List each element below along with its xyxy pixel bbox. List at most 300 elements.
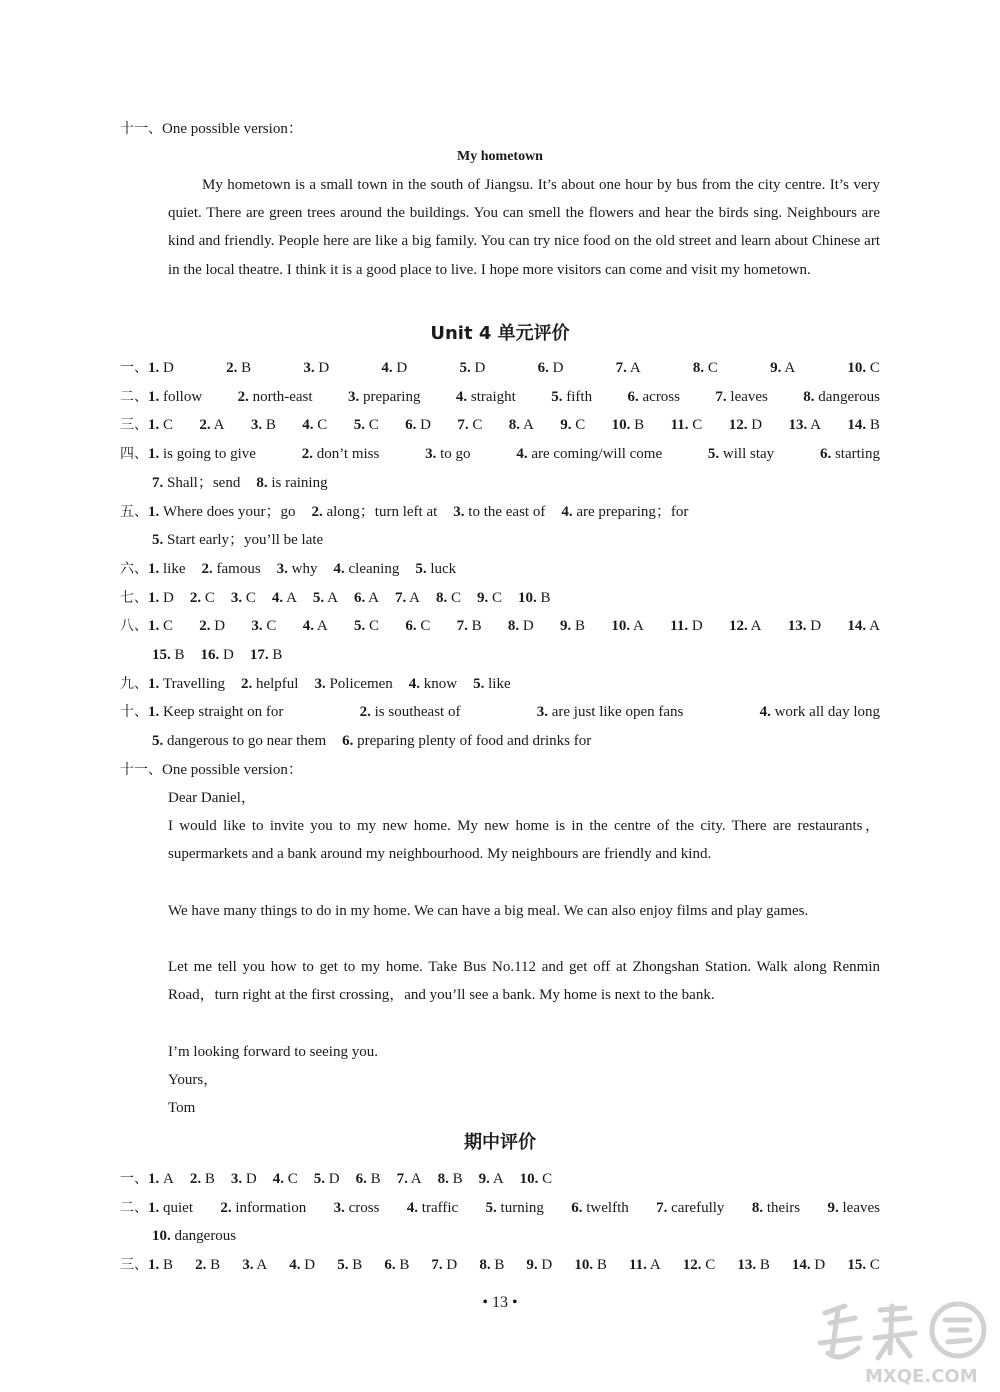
answer-row — [120, 702, 880, 722]
answer-text: D — [810, 618, 822, 635]
answer-item — [313, 588, 338, 608]
question-number: 3. — [536, 704, 548, 721]
question-number: 1. — [148, 1257, 160, 1274]
answer-item — [456, 387, 516, 407]
question-number: 8. — [507, 618, 520, 635]
answer-text: C — [287, 1171, 298, 1187]
question-number: 1. — [148, 1199, 160, 1216]
answer-text: A — [649, 1257, 661, 1274]
question-number: 9. — [478, 1171, 490, 1187]
answer-item — [226, 358, 251, 378]
question-number: 1. — [148, 704, 160, 721]
question-number: 8. — [479, 1257, 491, 1274]
section-label: 五、 — [120, 503, 148, 520]
svg-text:MXQE.COM: MXQE.COM — [865, 1366, 978, 1387]
question-number: 3. — [333, 1199, 345, 1216]
answer-item — [671, 415, 703, 435]
question-number: 3. — [347, 388, 360, 405]
question-number: 7. — [656, 1199, 668, 1216]
answer-item — [120, 588, 174, 608]
question-number: 2. — [195, 1257, 207, 1274]
answer-text: D — [474, 360, 486, 376]
question-number: 7. — [456, 618, 468, 635]
question-number: 15. — [152, 647, 171, 663]
essay1-body: My hometown is a small town in the south of Jiangsu. It’s about one hour by bus from the city centre. It’s very quiet. There are green trees around the buildings. You can smell the flowers and hear the birds sing. Neighbours are kind and friendly. People here are like a big family. You can try nice food on the old street and learn about Chinese art in the local theatre. I think it is a good place to live. I hope more visitors can come and visit my hometown. — [168, 177, 880, 278]
answer-item — [397, 1169, 422, 1189]
answer-item — [405, 616, 430, 636]
answer-text: to go — [440, 446, 471, 463]
answer-item — [120, 559, 186, 579]
answer-text: is going to give — [163, 446, 256, 463]
answer-item — [356, 1169, 381, 1189]
question-number: 14. — [847, 417, 867, 434]
letter-signature: Tom — [168, 1100, 196, 1116]
question-number: 6. — [405, 417, 417, 434]
answer-item — [152, 731, 326, 751]
answer-text: straight — [470, 388, 516, 405]
answer-row — [152, 473, 880, 493]
question-number: 1. — [148, 675, 160, 692]
answer-text: famous — [216, 560, 261, 577]
answer-row — [120, 1198, 880, 1218]
answer-text: twelfth — [586, 1199, 629, 1216]
answer-row — [120, 387, 880, 407]
question-number: 8. — [803, 388, 815, 405]
answer-item — [847, 415, 880, 435]
question-number: 2. — [220, 1199, 232, 1216]
answer-item — [199, 415, 224, 435]
answer-text: know — [423, 675, 458, 692]
section-label: 九、 — [120, 675, 148, 692]
question-number: 1. — [148, 360, 160, 376]
answer-item — [518, 588, 551, 608]
question-number: 6. — [537, 360, 549, 376]
answer-text: dangerous — [818, 388, 880, 405]
question-number: 5. — [353, 417, 365, 434]
question-number: 3. — [453, 503, 465, 520]
answer-text: A — [784, 360, 796, 376]
answer-item — [479, 1255, 504, 1275]
answer-text: A — [810, 417, 821, 434]
answer-text: B — [471, 618, 482, 635]
answer-text: theirs — [766, 1199, 801, 1216]
essay2-label: 十一、 — [120, 762, 162, 778]
answer-text: C — [692, 417, 703, 434]
answer-item — [708, 444, 774, 464]
question-number: 2. — [311, 503, 323, 520]
answer-text: B — [575, 618, 586, 635]
answer-item — [303, 616, 328, 636]
answer-item — [311, 502, 437, 522]
question-number: 1. — [148, 560, 160, 577]
answer-item — [152, 473, 240, 493]
answer-text: across — [642, 388, 680, 405]
answer-item — [520, 1169, 553, 1189]
question-number: 2. — [359, 704, 371, 721]
question-number: 4. — [561, 503, 573, 520]
answer-text: are preparing；for — [576, 503, 689, 520]
answer-item — [656, 1198, 724, 1218]
question-number: 7. — [152, 474, 164, 491]
question-number: 11. — [670, 417, 689, 434]
question-number: 10. — [518, 589, 537, 606]
answer-item — [120, 358, 174, 378]
answer-text: D — [304, 1257, 316, 1274]
question-number: 1. — [148, 503, 160, 520]
question-number: 6. — [355, 1171, 367, 1187]
question-number: 10. — [574, 1257, 594, 1274]
letter-paragraph-3: Let me tell you how to get to my home. Take Bus No.112 and get off at Zhongshan Station. Walk along Renmin Road，turn right at the first crossing，and you’ll see a bank. My home is next to the bank. — [168, 959, 880, 1004]
answer-text: preparing — [362, 388, 421, 405]
answer-row — [152, 645, 880, 665]
answer-item — [457, 415, 482, 435]
question-number: 3. — [314, 675, 326, 692]
question-number: 4. — [516, 446, 528, 463]
answer-item — [256, 473, 327, 493]
answer-item — [289, 1255, 315, 1275]
question-number: 5. — [459, 360, 471, 376]
essay2-intro: One possible version： — [162, 762, 303, 778]
question-number: 2. — [240, 675, 253, 692]
answer-text: C — [245, 589, 256, 606]
answer-text: fifth — [566, 388, 593, 405]
answer-text: along；turn left at — [326, 503, 438, 520]
answer-text: Travelling — [163, 675, 225, 692]
question-number: 9. — [526, 1257, 538, 1274]
answer-item — [574, 1255, 607, 1275]
answer-text: D — [328, 1171, 340, 1187]
answer-item — [560, 616, 585, 636]
answer-text: B — [370, 1171, 381, 1187]
answer-text: leaves — [842, 1199, 880, 1216]
question-number: 5. — [551, 388, 563, 405]
question-number: 2. — [237, 388, 249, 405]
question-number: 4. — [333, 560, 345, 577]
answer-item — [152, 1226, 236, 1246]
answer-text: C — [420, 618, 431, 635]
answer-text: D — [420, 417, 431, 434]
question-number: 2. — [301, 446, 313, 463]
section-label: 一、 — [120, 360, 148, 376]
answer-text: D — [446, 1257, 458, 1274]
answer-item — [152, 645, 185, 665]
answer-item — [788, 415, 821, 435]
answer-item — [737, 1255, 770, 1275]
answer-item — [120, 502, 295, 522]
answer-text: are coming/will come — [531, 446, 663, 463]
answer-item — [384, 1255, 409, 1275]
question-number: 2. — [226, 360, 238, 376]
question-number: 12. — [728, 618, 748, 635]
answer-text: C — [163, 618, 174, 635]
answer-text: A — [629, 360, 641, 376]
answer-text: C — [368, 417, 379, 434]
question-number: 4. — [302, 417, 314, 434]
answer-text: B — [272, 647, 283, 663]
answer-item — [190, 1169, 215, 1189]
answer-item — [303, 358, 329, 378]
answer-item — [551, 387, 592, 407]
question-number: 14. — [791, 1257, 811, 1274]
answer-item — [516, 444, 662, 464]
answer-text: Policemen — [329, 675, 393, 692]
answer-item — [242, 1255, 267, 1275]
question-number: 4. — [381, 360, 393, 376]
answer-row — [120, 415, 880, 435]
answer-text: B — [596, 1257, 607, 1274]
question-number: 9. — [770, 360, 782, 376]
answer-item — [847, 1255, 880, 1275]
question-number: 6. — [405, 618, 417, 635]
question-number: 1. — [148, 618, 160, 635]
question-number: 9. — [560, 618, 572, 635]
question-number: 3. — [230, 589, 243, 606]
answer-text: D — [751, 417, 763, 434]
question-number: 4. — [302, 618, 314, 635]
answer-text: C — [163, 417, 174, 434]
answer-text: quiet — [163, 1199, 193, 1216]
question-number: 5. — [152, 532, 164, 549]
answer-text: D — [245, 1171, 257, 1187]
answer-row — [152, 731, 880, 751]
question-number: 16. — [200, 647, 220, 663]
question-number: 5. — [312, 589, 325, 606]
answer-item — [405, 415, 431, 435]
answer-item — [314, 1169, 340, 1189]
question-number: 5. — [485, 1199, 497, 1216]
question-number: 5. — [337, 1257, 349, 1274]
answer-item — [272, 588, 297, 608]
answer-item — [425, 444, 470, 464]
answer-item — [395, 588, 420, 608]
question-number: 10. — [611, 417, 631, 434]
answer-item — [670, 616, 703, 636]
answer-item — [431, 1255, 457, 1275]
answer-item — [120, 702, 283, 722]
question-number: 1. — [148, 589, 160, 606]
answer-text: B — [265, 417, 276, 434]
question-number: 13. — [737, 1257, 757, 1274]
question-number: 4. — [289, 1257, 301, 1274]
answer-item — [120, 387, 202, 407]
answer-text: C — [472, 417, 483, 434]
question-number: 1. — [148, 417, 160, 434]
answer-item — [828, 1198, 880, 1218]
question-number: 1. — [148, 1171, 160, 1187]
question-number: 4. — [455, 388, 468, 405]
answer-text: is raining — [271, 474, 328, 491]
answer-text: D — [163, 360, 174, 376]
question-number: 5. — [313, 1171, 325, 1187]
answer-text: A — [286, 589, 297, 606]
answer-text: A — [163, 1171, 174, 1187]
answer-text: starting — [834, 446, 880, 463]
answer-text: B — [634, 417, 645, 434]
answer-item — [409, 674, 457, 694]
section-label: 三、 — [120, 1257, 148, 1274]
answer-item — [415, 559, 456, 579]
answer-item — [760, 702, 880, 722]
answer-item — [473, 674, 511, 694]
answer-text: D — [522, 618, 534, 635]
question-number: 3. — [251, 618, 263, 635]
answer-text: B — [241, 360, 252, 376]
answer-item — [220, 1198, 306, 1218]
answer-text: A — [492, 1171, 504, 1187]
question-number: 8. — [508, 417, 521, 434]
answer-text: C — [204, 589, 215, 606]
question-number: 8. — [751, 1199, 764, 1216]
question-number: 1. — [148, 388, 160, 405]
answer-item — [360, 702, 461, 722]
answer-text: dangerous — [174, 1228, 237, 1245]
answer-item — [560, 415, 585, 435]
answer-text: traffic — [421, 1199, 459, 1216]
question-number: 9. — [827, 1199, 839, 1216]
question-number: 10. — [519, 1171, 539, 1187]
answer-item — [847, 358, 880, 378]
question-number: 12. — [728, 417, 748, 434]
answer-item — [436, 588, 461, 608]
answer-item — [438, 1169, 463, 1189]
watermark-logo-icon — [810, 1298, 995, 1388]
answer-item — [752, 1198, 800, 1218]
answer-text: C — [869, 1257, 880, 1274]
midterm-title: 期中评价 — [464, 1132, 536, 1153]
answer-text: leaves — [730, 388, 768, 405]
question-number: 6. — [353, 589, 366, 606]
question-number: 8. — [692, 360, 705, 376]
answer-text: D — [163, 589, 174, 606]
answer-item — [334, 1198, 380, 1218]
answer-item — [611, 616, 644, 636]
answer-text: D — [691, 618, 703, 635]
answer-item — [486, 1198, 544, 1218]
answer-text: C — [705, 1257, 716, 1274]
question-number: 9. — [477, 589, 489, 606]
question-number: 3. — [230, 1171, 243, 1187]
answer-item — [120, 415, 173, 435]
answer-item — [847, 616, 880, 636]
answer-text: B — [204, 1171, 215, 1187]
section-label: 三、 — [120, 417, 148, 434]
answer-item — [238, 387, 313, 407]
answer-item — [354, 588, 379, 608]
answer-item — [277, 559, 318, 579]
question-number: 2. — [199, 417, 211, 434]
letter-paragraph-2: We have many things to do in my home. We can have a big meal. We can also enjoy films and play games. — [168, 903, 809, 919]
question-number: 8. — [436, 589, 448, 606]
question-number: 13. — [787, 618, 807, 635]
answer-text: C — [542, 1171, 553, 1187]
unit4-title: Unit 4 单元评价 — [430, 323, 570, 344]
answer-item — [120, 1198, 193, 1218]
answer-text: A — [522, 417, 534, 434]
answer-text: A — [410, 1171, 422, 1187]
answer-item — [120, 1169, 174, 1189]
answer-item — [479, 1169, 504, 1189]
question-number: 6. — [571, 1199, 583, 1216]
question-number: 7. — [457, 417, 469, 434]
question-number: 11. — [628, 1257, 647, 1274]
answer-row — [152, 530, 880, 550]
section-label: 十、 — [120, 704, 148, 721]
answer-text: B — [759, 1257, 770, 1274]
question-number: 3. — [242, 1257, 254, 1274]
answer-item — [202, 559, 261, 579]
letter-greeting: Dear Daniel， — [168, 790, 256, 806]
answer-item — [231, 588, 256, 608]
question-number: 5. — [354, 618, 366, 635]
answer-text: cross — [348, 1199, 380, 1216]
question-number: 6. — [819, 446, 832, 463]
answer-item — [628, 387, 681, 407]
essay1-title: My hometown — [457, 149, 543, 164]
answer-item — [195, 1255, 220, 1275]
question-number: 10. — [152, 1228, 171, 1245]
question-number: 2. — [189, 1171, 202, 1187]
answer-item — [250, 645, 283, 665]
answer-row — [120, 502, 880, 522]
answer-item — [251, 415, 276, 435]
answer-text: D — [214, 618, 226, 635]
letter-paragraph-4: I’m looking forward to seeing you. — [168, 1044, 378, 1060]
answer-text: Start early；you’ll be late — [167, 532, 324, 549]
section-label: 二、 — [120, 388, 148, 405]
answer-row — [120, 674, 880, 694]
answer-item — [241, 674, 299, 694]
answer-row — [120, 559, 880, 579]
answer-text: A — [409, 589, 420, 606]
answer-text: Keep straight on for — [163, 704, 284, 721]
answer-item — [538, 358, 564, 378]
answer-item — [683, 1255, 716, 1275]
answer-item — [407, 1198, 458, 1218]
answer-text: like — [488, 675, 511, 692]
question-number: 14. — [847, 618, 867, 635]
section-label: 一、 — [120, 1171, 148, 1187]
question-number: 4. — [271, 589, 284, 606]
question-number: 7. — [615, 360, 627, 376]
answer-item — [509, 415, 534, 435]
question-number: 10. — [847, 360, 867, 376]
answer-row — [120, 616, 880, 636]
answer-item — [302, 415, 327, 435]
answer-item — [231, 1169, 257, 1189]
answer-item — [571, 1198, 629, 1218]
answer-text: dangerous to go near them — [167, 733, 327, 750]
question-number: 4. — [759, 704, 771, 721]
answer-item — [251, 616, 276, 636]
question-number: 3. — [303, 360, 315, 376]
answer-item — [693, 358, 718, 378]
question-number: 7. — [394, 589, 407, 606]
section-label: 七、 — [120, 589, 148, 606]
essay1-label: 十一、 — [120, 121, 162, 137]
answer-item — [770, 358, 795, 378]
answer-item — [792, 1255, 825, 1275]
answer-text: D — [814, 1257, 826, 1274]
question-number: 13. — [788, 417, 808, 434]
answer-item — [354, 616, 379, 636]
answer-text: C — [317, 417, 328, 434]
question-number: 6. — [384, 1257, 396, 1274]
answer-item — [459, 358, 485, 378]
question-number: 3. — [276, 560, 288, 577]
question-number: 6. — [627, 388, 639, 405]
answer-text: B — [540, 589, 551, 606]
essay1-intro: One possible version： — [162, 121, 303, 137]
